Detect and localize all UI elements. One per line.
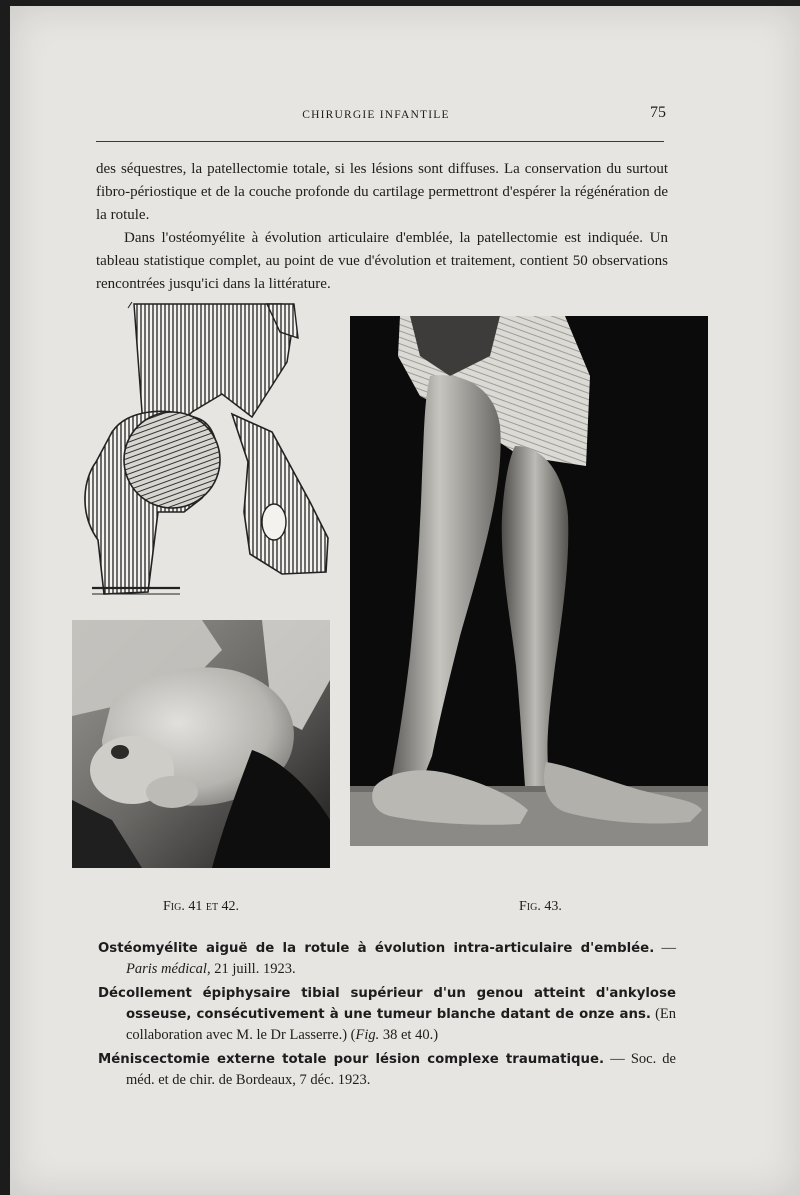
figure-43-photograph (350, 316, 708, 846)
entry-title: Décollement épiphysaire tibial supérieur d'un genou atteint d'ankylose osseuse, consécutivement à une tumeur blanche datant de onze ans. (98, 986, 676, 1022)
bibliography-entry (98, 983, 676, 1046)
paragraph-2: Dans l'ostéomyélite à évolution articulaire d'emblée, la patellectomie est indiquée. Un tableau statistique complet, au point de vue d'évolution et traitement, contient 50 observations rencontrées jusqu'ici dans la littérature. (96, 230, 668, 292)
entry-note: (En collaboration avec M. le Dr Lasserre.) ( (126, 1006, 677, 1043)
entry-detail: , 21 juill. 1923. (206, 961, 296, 977)
entry-title: Méniscectomie externe totale pour lésion complexe traumatique. (98, 1052, 605, 1067)
figure-41-drawing (72, 302, 334, 602)
page-header (86, 104, 666, 126)
hip-joint-drawing (72, 302, 334, 602)
entry-journal: Paris médical (126, 961, 207, 977)
figure-caption-43: Fig. 43. (519, 899, 562, 914)
page-number: 75 (650, 104, 666, 121)
book-page (10, 6, 800, 1195)
entry-note-end: 38 et 40.) (379, 1027, 439, 1043)
bibliography-list (98, 938, 676, 1094)
specimen-photograph (72, 620, 330, 868)
header-rule (96, 141, 664, 142)
bibliography-entry (98, 938, 676, 980)
entry-fig-ref: Fig. (355, 1027, 380, 1043)
paragraph-1: des séquestres, la patellectomie totale, si les lésions sont diffuses. La conservation du surtout fibro-périostique et de la couche profonde du cartilage permettront d'espérer la régénération de la rotule. (96, 161, 668, 223)
legs-photograph (350, 316, 708, 846)
figure-42-photograph (72, 620, 330, 868)
entry-detail: — Soc. de méd. et de chir. de Bordeaux, 7 déc. 1923. (126, 1051, 676, 1088)
figure-caption-41-42: Fig. 41 et 42. (163, 899, 240, 914)
entry-title: Ostéomyélite aiguë de la rotule à évolution intra-articulaire d'emblée. (98, 941, 655, 956)
entry-separator: — (654, 940, 676, 956)
running-title: CHIRURGIE INFANTILE (302, 109, 450, 121)
bibliography-entry (98, 1049, 676, 1091)
body-text (96, 158, 668, 296)
